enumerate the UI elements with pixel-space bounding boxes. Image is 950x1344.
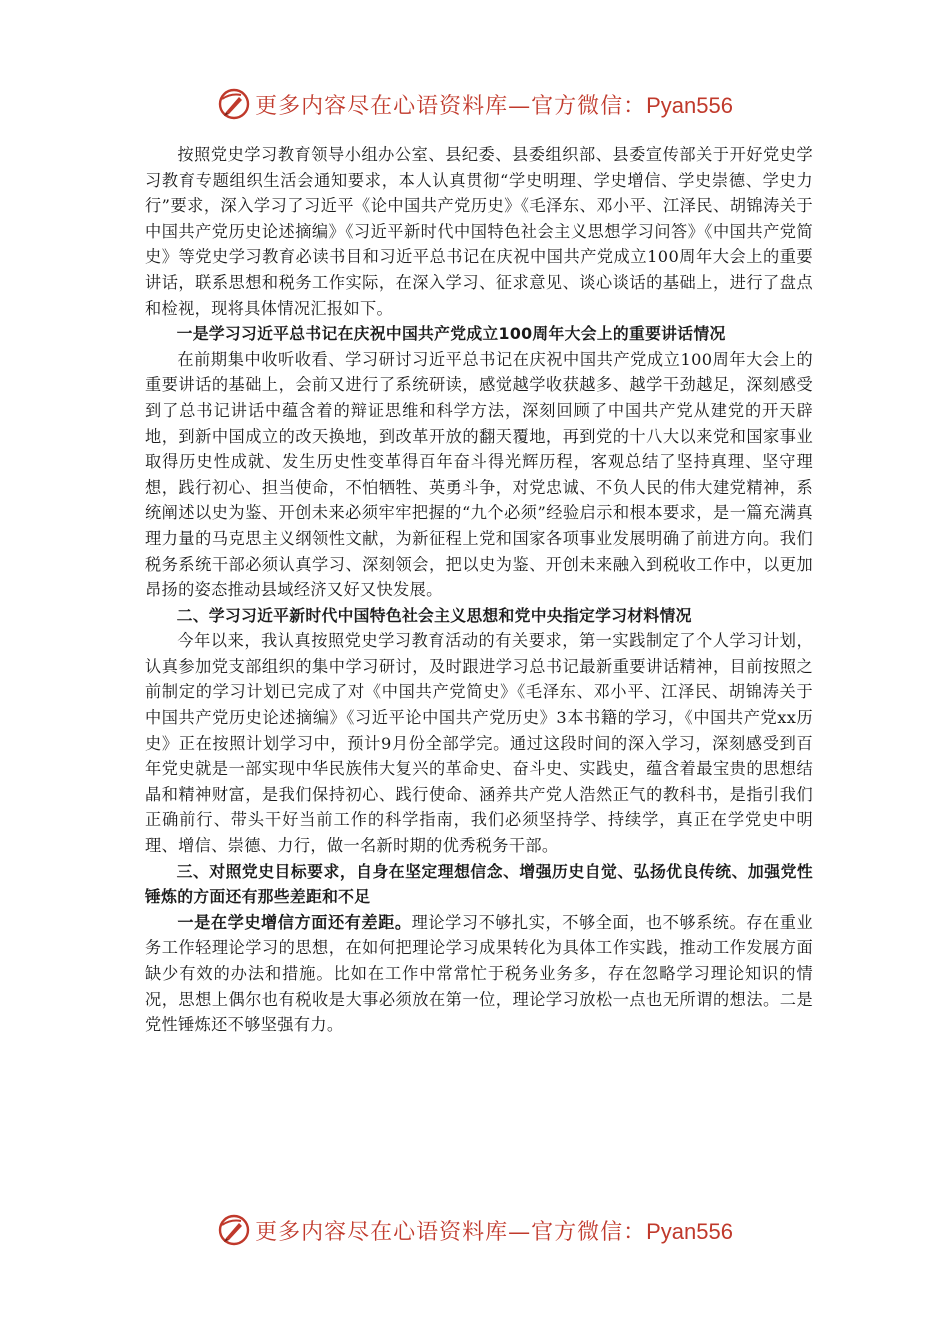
section-1-paragraph: 在前期集中收听收看、学习研讨习近平总书记在庆祝中国共产党成立100周年大会上的重要讲话的基础上，会前又进行了系统研读，感觉越学收获越多、越学干劲越足，深刻感受到了总书记讲话中蕴含着的辩证思维和科学方法，深刻回顾了中国共产党从建党的开天辟地，到新中国成立的改天换地，到改革开放的翻天覆地，再到党的十八大以来党和国家事业取得历史性成就、发生历史性变革得百年奋斗得光辉历程，客观总结了坚持真理、坚守理想，践行初心、担当使命，不怕牺牲、英勇斗争，对党忠诚、不负人民的伟大建党精神，系统阐述以史为鉴、开创未来必须牢牢把握的“九个必须”经验启示和根本要求，是一篇充满真理力量的马克思主义纲领性文献，为新征程上党和国家各项事业发展明确了前进方向。我们税务系统干部必须认真学习、深刻领会，把以史为鉴、开创未来融入到税收工作中，以更加昂扬的姿态推动县域经济又好又快发展。 [145, 349, 813, 600]
section-heading-3: 三、对照党史目标要求，自身在坚定理想信念、增强历史自觉、弘扬优良传统、加强党性锤炼的方面还有那些差距和不足 [145, 861, 813, 907]
pen-logo-icon [217, 1213, 251, 1247]
section-2-paragraph: 今年以来，我认真按照党史学习教育活动的有关要求，第一实践制定了个人学习计划，认真参加党支部组织的集中学习研讨，及时跟进学习总书记最新重要讲话精神，目前按照之前制定的学习计划已完成了对《中国共产党简史》《毛泽东、邓小平、江泽民、胡锦涛关于中国共产党历史论述摘编》《习近平论中国共产党历史》3本书籍的学习，《中国共产党xx历史》正在按照计划学习中，预计9月份全部学完。通过这段时间的深入学习，深刻感受到百年党史就是一部实现中华民族伟大复兴的革命史、奋斗史、实践史，蕴含着最宝贵的思想结晶和精神财富，是我们保持初心、践行使命、涵养共产党人浩然正气的教科书，是指引我们正确前行、带头干好当前工作的科学指南，我们必须坚持学、持续学，真正在学党史中明理、增信、崇德、力行，做一名新时期的优秀税务干部。 [145, 631, 813, 856]
pen-logo-icon [217, 87, 251, 121]
section-heading-1: 一是学习习近平总书记在庆祝中国共产党成立100周年大会上的重要讲话情况 [176, 324, 726, 344]
banner-text: 更多内容尽在心语资料库—官方微信：Pyan556 [255, 92, 733, 119]
section-3-text: 理论学习不够扎实，不够全面，也不够系统。存在重业务工作轻理论学习的思想，在如何把理论学习成果转化为具体工作实践，推动工作发展方面缺少有效的办法和措施。比如在工作中常常忙于税务业务多，存在忽略学习理论知识的情况，思想上偶尔也有税收是大事必须放在第一位，理论学习放松一点也无所谓的想法。二是党性锤炼还不够坚强有力。 [145, 912, 813, 1035]
section-3-paragraph [145, 910, 813, 1038]
header-banner [0, 84, 950, 124]
document-body [145, 142, 813, 1038]
section-3-lead: 一是在学史增信方面还有差距。 [177, 912, 412, 932]
section-heading-2: 二、学习习近平新时代中国特色社会主义思想和党中央指定学习材料情况 [176, 605, 692, 625]
banner-text: 更多内容尽在心语资料库—官方微信：Pyan556 [255, 1218, 733, 1245]
intro-paragraph: 按照党史学习教育领导小组办公室、县纪委、县委组织部、县委宣传部关于开好党史学习教育专题组织生活会通知要求，本人认真贯彻“学史明理、学史增信、学史崇德、学史力行”要求，深入学习了习近平《论中国共产党历史》《毛泽东、邓小平、江泽民、胡锦涛关于中国共产党历史论述摘编》《习近平新时代中国特色社会主义思想学习问答》《中国共产党简史》等党史学习教育必读书目和习近平总书记在庆祝中国共产党成立100周年大会上的重要讲话，联系思想和税务工作实际，在深入学习、征求意见、谈心谈话的基础上，进行了盘点和检视，现将具体情况汇报如下。 [145, 145, 813, 318]
footer-banner [0, 1210, 950, 1250]
